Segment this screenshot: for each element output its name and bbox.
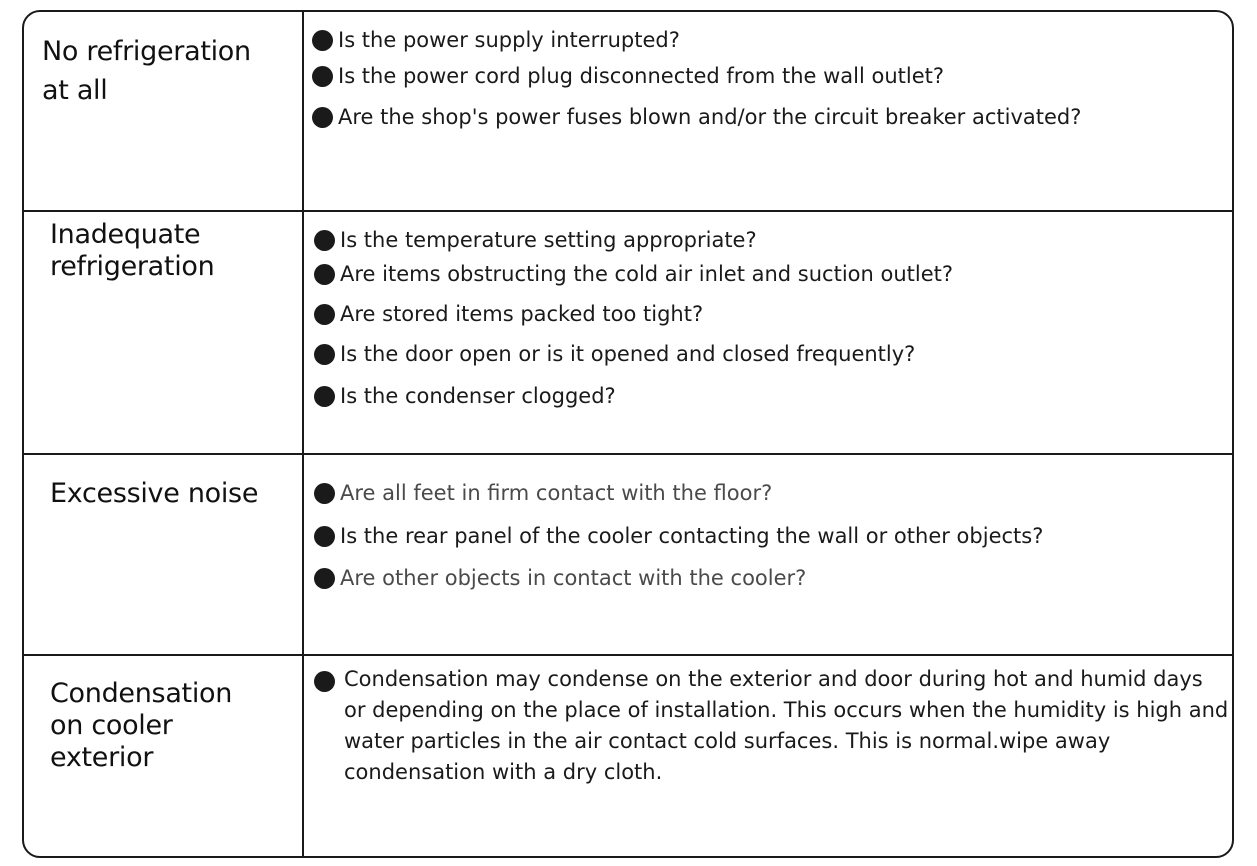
cause-text: Is the power supply interrupted? [338, 28, 680, 52]
cause-item [314, 299, 703, 330]
bullet-icon [314, 230, 335, 251]
bullet-icon [314, 671, 335, 692]
troubleshooting-table [22, 10, 1234, 858]
cause-item [314, 664, 1229, 788]
cause-item [314, 339, 915, 370]
symptom-excessive-noise: Excessive noise [50, 478, 259, 509]
row-divider [24, 210, 1232, 212]
row-divider [24, 654, 1232, 656]
cause-text: Are other objects in contact with the cooler? [340, 566, 807, 590]
bullet-icon [314, 483, 335, 504]
cause-item [314, 478, 772, 509]
cause-text: Condensation may condense on the exterior and door during hot and humid days or depending on the place of installation. This occurs when the humidity is high and water particles in the air contact cold surfaces. This is normal.wipe away condensation with a dry cloth. [344, 667, 1229, 784]
cause-item [314, 259, 953, 290]
cause-item [312, 102, 1081, 133]
row-divider [24, 453, 1232, 455]
cause-text: Is the rear panel of the cooler contacting the wall or other objects? [340, 524, 1044, 548]
bullet-icon [312, 30, 333, 51]
bullet-icon [314, 304, 335, 325]
cause-item [314, 521, 1043, 552]
cause-item [312, 25, 680, 56]
cause-item [314, 563, 806, 594]
cause-text: Are stored items packed too tight? [340, 302, 704, 326]
bullet-icon [312, 66, 333, 87]
cause-text: Is the temperature setting appropriate? [340, 228, 757, 252]
cause-text: Is the door open or is it opened and closed frequently? [340, 342, 916, 366]
cause-text: Is the condenser clogged? [340, 384, 616, 408]
bullet-icon [314, 568, 335, 589]
symptom-no-refrigeration: No refrigeration at all [42, 36, 251, 106]
symptom-inadequate-refrigeration: Inadequate refrigeration [50, 219, 215, 282]
cause-item [314, 381, 616, 412]
cause-item [314, 225, 757, 256]
bullet-icon [314, 344, 335, 365]
bullet-icon [314, 526, 335, 547]
bullet-icon [312, 107, 333, 128]
cause-item [312, 61, 944, 92]
column-divider [302, 12, 304, 856]
cause-text: Are the shop's power fuses blown and/or the circuit breaker activated? [338, 105, 1082, 129]
cause-text: Are all feet in firm contact with the floor? [340, 481, 773, 505]
bullet-icon [314, 386, 335, 407]
cause-text: Are items obstructing the cold air inlet and suction outlet? [340, 262, 954, 286]
symptom-condensation: Condensation on cooler exterior [50, 678, 233, 773]
cause-text: Is the power cord plug disconnected from the wall outlet? [338, 64, 945, 88]
bullet-icon [314, 264, 335, 285]
